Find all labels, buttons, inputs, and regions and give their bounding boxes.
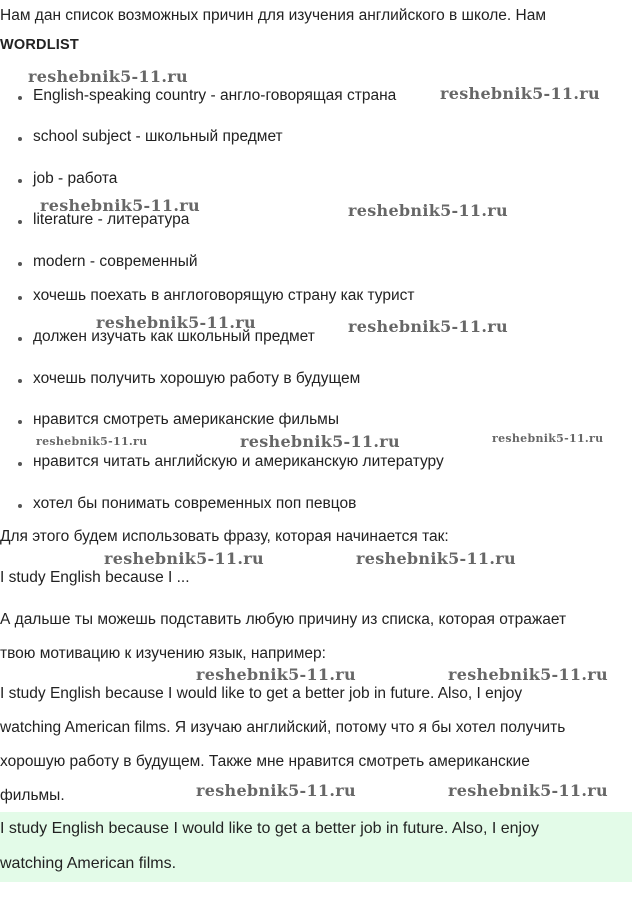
watermark: reshebnik5-11.ru — [240, 432, 400, 451]
bullet-icon — [18, 137, 22, 141]
watermark: reshebnik5-11.ru — [36, 435, 148, 448]
watermark: reshebnik5-11.ru — [196, 665, 356, 684]
list-item-text: job - работа — [33, 170, 118, 187]
watermark: reshebnik5-11.ru — [348, 317, 508, 336]
watermark: reshebnik5-11.ru — [96, 313, 256, 332]
watermark: reshebnik5-11.ru — [196, 781, 356, 800]
watermark: reshebnik5-11.ru — [440, 84, 600, 103]
watermark: reshebnik5-11.ru — [104, 549, 264, 568]
answer-line: watching American films. — [0, 855, 177, 872]
list-item-text: нравится читать английскую и американскую литературу — [33, 453, 444, 470]
explain-line: А дальше ты можешь подставить любую причину из списка, которая отражает — [0, 611, 567, 628]
bullet-icon — [18, 179, 22, 183]
list-item-text: хочешь поехать в англоговорящую страну как турист — [33, 287, 415, 304]
phrase-start: I study English because I ... — [0, 569, 190, 586]
bullet-icon — [18, 220, 22, 224]
list-item-text: должен изучать как школьный предмет — [33, 328, 315, 345]
watermark: reshebnik5-11.ru — [492, 432, 604, 445]
bullet-icon — [18, 420, 22, 424]
watermark: reshebnik5-11.ru — [40, 196, 200, 215]
phrase-intro: Для этого будем использовать фразу, которая начинается так: — [0, 528, 449, 545]
watermark: reshebnik5-11.ru — [448, 781, 608, 800]
list-item-text: school subject - школьный предмет — [33, 128, 283, 145]
example-line: I study English because I would like to get a better job in future. Also, I enjoy — [0, 685, 523, 702]
list-item-text: modern - современный — [33, 253, 198, 270]
list-item-text: нравится смотреть американские фильмы — [33, 411, 339, 428]
watermark: reshebnik5-11.ru — [28, 67, 188, 86]
answer-line: I study English because I would like to get a better job in future. Also, I enjoy — [0, 820, 539, 837]
watermark: reshebnik5-11.ru — [356, 549, 516, 568]
watermark: reshebnik5-11.ru — [348, 201, 508, 220]
list-item-text: хотел бы понимать современных поп певцов — [33, 495, 357, 512]
example-line: хорошую работу в будущем. Также мне нравится смотреть американские — [0, 753, 530, 770]
wordlist-heading: WORDLIST — [0, 37, 79, 53]
explain-line: твою мотивацию к изучению язык, например: — [0, 645, 326, 662]
intro-text: Нам дан список возможных причин для изучения английского в школе. Нам — [0, 7, 546, 24]
bullet-icon — [18, 262, 22, 266]
bullet-icon — [18, 462, 22, 466]
bullet-icon — [18, 337, 22, 341]
bullet-icon — [18, 96, 22, 100]
bullet-icon — [18, 296, 22, 300]
answer-box — [0, 812, 632, 882]
example-line: фильмы. — [0, 787, 65, 804]
example-line: watching American films. Я изучаю английский, потому что я бы хотел получить — [0, 719, 566, 736]
bullet-icon — [18, 504, 22, 508]
list-item-text: literature - литература — [33, 211, 190, 228]
bullet-icon — [18, 379, 22, 383]
list-item-text: English-speaking country - англо-говорящая страна — [33, 87, 397, 104]
watermark: reshebnik5-11.ru — [448, 665, 608, 684]
list-item-text: хочешь получить хорошую работу в будущем — [33, 370, 361, 387]
